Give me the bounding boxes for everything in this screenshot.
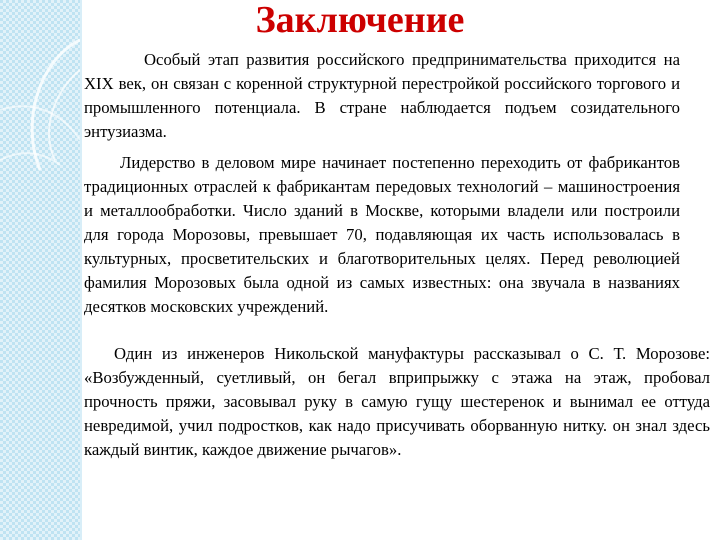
side-divider — [80, 0, 82, 540]
paragraph-2: Лидерство в деловом мире начинает постепенно переходить от фабрикантов традиционных отраслей к фабрикантам передовых технологий – машиностроения и металлообработки. Число зданий в Москве, которыми владели или построили для города Морозовы, превышает 70, подавляющая их часть использовалась в культурных, просветительских и благотворительных целях. Перед революцией фамилия Морозовых была одной из самых известных: она звучала в названиях десятков московских учреждений. — [84, 153, 680, 316]
swirl-decoration — [0, 0, 80, 540]
slide-title: Заключение — [255, 0, 465, 41]
paragraph-1: Особый этап развития российского предпринимательства приходится на XIX век, он связан с коренной структурной перестройкой российского торгового и промышленного потенциала. В стране наблюдается подъем созидательного энтузиазма. — [84, 50, 680, 141]
slide-body — [84, 48, 710, 462]
decorative-side-panel — [0, 0, 80, 540]
paragraph-3: Один из инженеров Никольской мануфактуры рассказывал о С. Т. Морозове: «Возбужденный, суетливый, он бегал вприпрыжку с этажа на этаж, пробовал прочность пряжи, засовывал руку в самую гущу шестеренок и вынимал ее оттуда невредимой, учил подростков, как надо присучивать оборванную нитку. он знал здесь каждый винтик, каждое движение рычагов». — [84, 344, 710, 459]
